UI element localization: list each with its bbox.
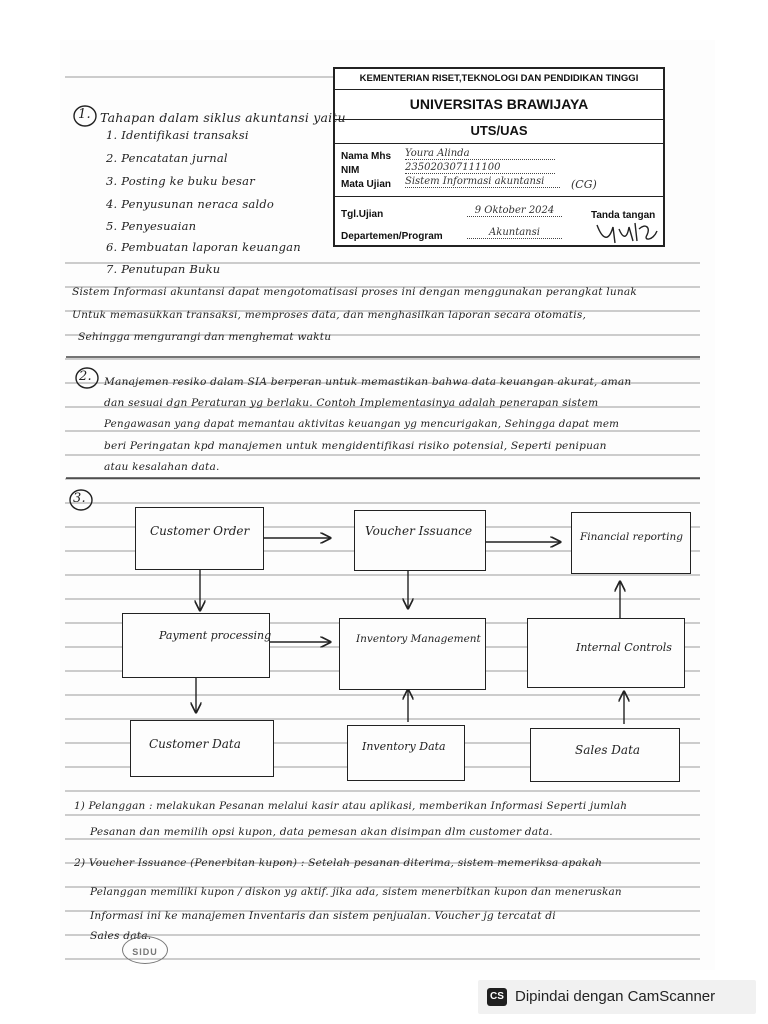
q1-step-6: 6. Pembuatan laporan keuangan xyxy=(106,240,301,254)
exam-type: UTS/UAS xyxy=(335,119,663,144)
q1-paragraph-line-1: Sistem Informasi akuntansi dapat mengotomatisasi proses ini dengan menggunakan perangkat lunak xyxy=(72,286,638,298)
q2-line-4: beri Peringatan kpd manajemen untuk mengidentifikasi risiko potensial, Seperti penipuan xyxy=(104,440,607,452)
signature-label: Tanda tangan xyxy=(591,210,656,221)
name-value: Youra Alinda xyxy=(405,148,555,160)
customer-data-box xyxy=(130,720,274,777)
q1-step-2: 2. Pencatatan jurnal xyxy=(106,151,228,165)
q1-step-7: 7. Penutupan Buku xyxy=(106,262,221,276)
customer-order-box xyxy=(135,507,264,570)
internal-controls-label: Internal Controls xyxy=(576,641,672,654)
date-value: 9 Oktober 2024 xyxy=(467,205,562,217)
camscanner-icon: CS xyxy=(487,988,507,1006)
financial-reporting-label: Financial reporting xyxy=(580,531,683,543)
q2-line-2: dan sesuai dgn Peraturan yg berlaku. Contoh Implementasinya adalah penerapan sistem xyxy=(104,397,599,409)
inventory-management-label: Inventory Management xyxy=(356,633,481,645)
q1-paragraph-line-2: Untuk memasukkan transaksi, memproses data, dan menghasilkan laporan secara otomatis, xyxy=(72,309,587,321)
sidu-stamp-text: SIDU xyxy=(132,947,158,957)
q3-note-line-5: Informasi ini ke manajemen Inventaris dan sistem penjualan. Voucher jg tercatat di xyxy=(90,910,556,922)
sidu-stamp xyxy=(122,936,168,964)
q1-paragraph-line-3: Sehingga mengurangi dan menghemat waktu xyxy=(78,331,332,343)
q1-step-5: 5. Penyesuaian xyxy=(106,219,197,233)
q3-note-line-4: Pelanggan memiliki kupon / diskon yg aktif. jika ada, sistem menerbitkan kupon dan meneruskan xyxy=(90,886,622,898)
payment-processing-box xyxy=(122,613,270,678)
q3-number: 3. xyxy=(73,491,86,506)
class-value: (CG) xyxy=(571,178,597,191)
q2-line-3: Pengawasan yang dapat memantau aktivitas keuangan yg mencurigakan, Sehingga dapat mem xyxy=(104,418,620,430)
customer-data-label: Customer Data xyxy=(149,737,241,751)
camscanner-text: Dipindai dengan CamScanner xyxy=(515,988,716,1005)
ministry-title: KEMENTERIAN RISET,TEKNOLOGI DAN PENDIDIKAN TINGGI xyxy=(335,69,663,90)
internal-controls-box xyxy=(527,618,685,688)
sales-data-label: Sales Data xyxy=(575,743,641,757)
q3-note-line-1: 1) Pelanggan : melakukan Pesanan melalui kasir atau aplikasi, memberikan Informasi Seperti jumlah xyxy=(74,800,628,812)
q1-step-1: 1. Identifikasi transaksi xyxy=(106,128,249,142)
subject-value: Sistem Informasi akuntansi xyxy=(405,176,560,188)
camscanner-watermark xyxy=(478,980,756,1014)
financial-reporting-box xyxy=(571,512,691,574)
inventory-data-label: Inventory Data xyxy=(362,740,446,753)
q3-note-line-6: Sales data. xyxy=(90,930,152,942)
date-label: Tgl.Ujian xyxy=(341,209,384,220)
q1-step-4: 4. Penyusunan neraca saldo xyxy=(106,197,275,211)
inventory-data-box xyxy=(347,725,465,781)
customer-order-label: Customer Order xyxy=(150,524,250,538)
q2-line-1: Manajemen resiko dalam SIA berperan untuk memastikan bahwa data keuangan akurat, aman xyxy=(104,376,632,388)
university-title: UNIVERSITAS BRAWIJAYA xyxy=(335,89,663,120)
q2-line-5: atau kesalahan data. xyxy=(104,461,220,473)
voucher-issuance-label: Voucher Issuance xyxy=(365,524,473,538)
inventory-management-box xyxy=(339,618,486,690)
q3-note-line-2: Pesanan dan memilih opsi kupon, data pemesan akan disimpan dlm customer data. xyxy=(90,826,553,838)
q1-intro: Tahapan dalam siklus akuntansi yaitu xyxy=(100,110,346,125)
subject-label: Mata Ujian xyxy=(341,179,392,190)
nim-label: NIM xyxy=(341,165,360,176)
name-label: Nama Mhs xyxy=(341,151,392,162)
q1-number: 1. xyxy=(78,107,91,122)
voucher-issuance-box xyxy=(354,510,486,571)
sales-data-box xyxy=(530,728,680,782)
dept-value: Akuntansi xyxy=(467,227,562,239)
q2-number: 2. xyxy=(79,369,92,384)
payment-processing-label: Payment processing xyxy=(159,629,272,642)
q3-note-line-3: 2) Voucher Issuance (Penerbitan kupon) : Setelah pesanan diterima, sistem memeriksa apakah xyxy=(74,857,603,869)
dept-label: Departemen/Program xyxy=(341,231,443,242)
q1-step-3: 3. Posting ke buku besar xyxy=(106,174,255,188)
nim-value: 235020307111100 xyxy=(405,162,555,174)
